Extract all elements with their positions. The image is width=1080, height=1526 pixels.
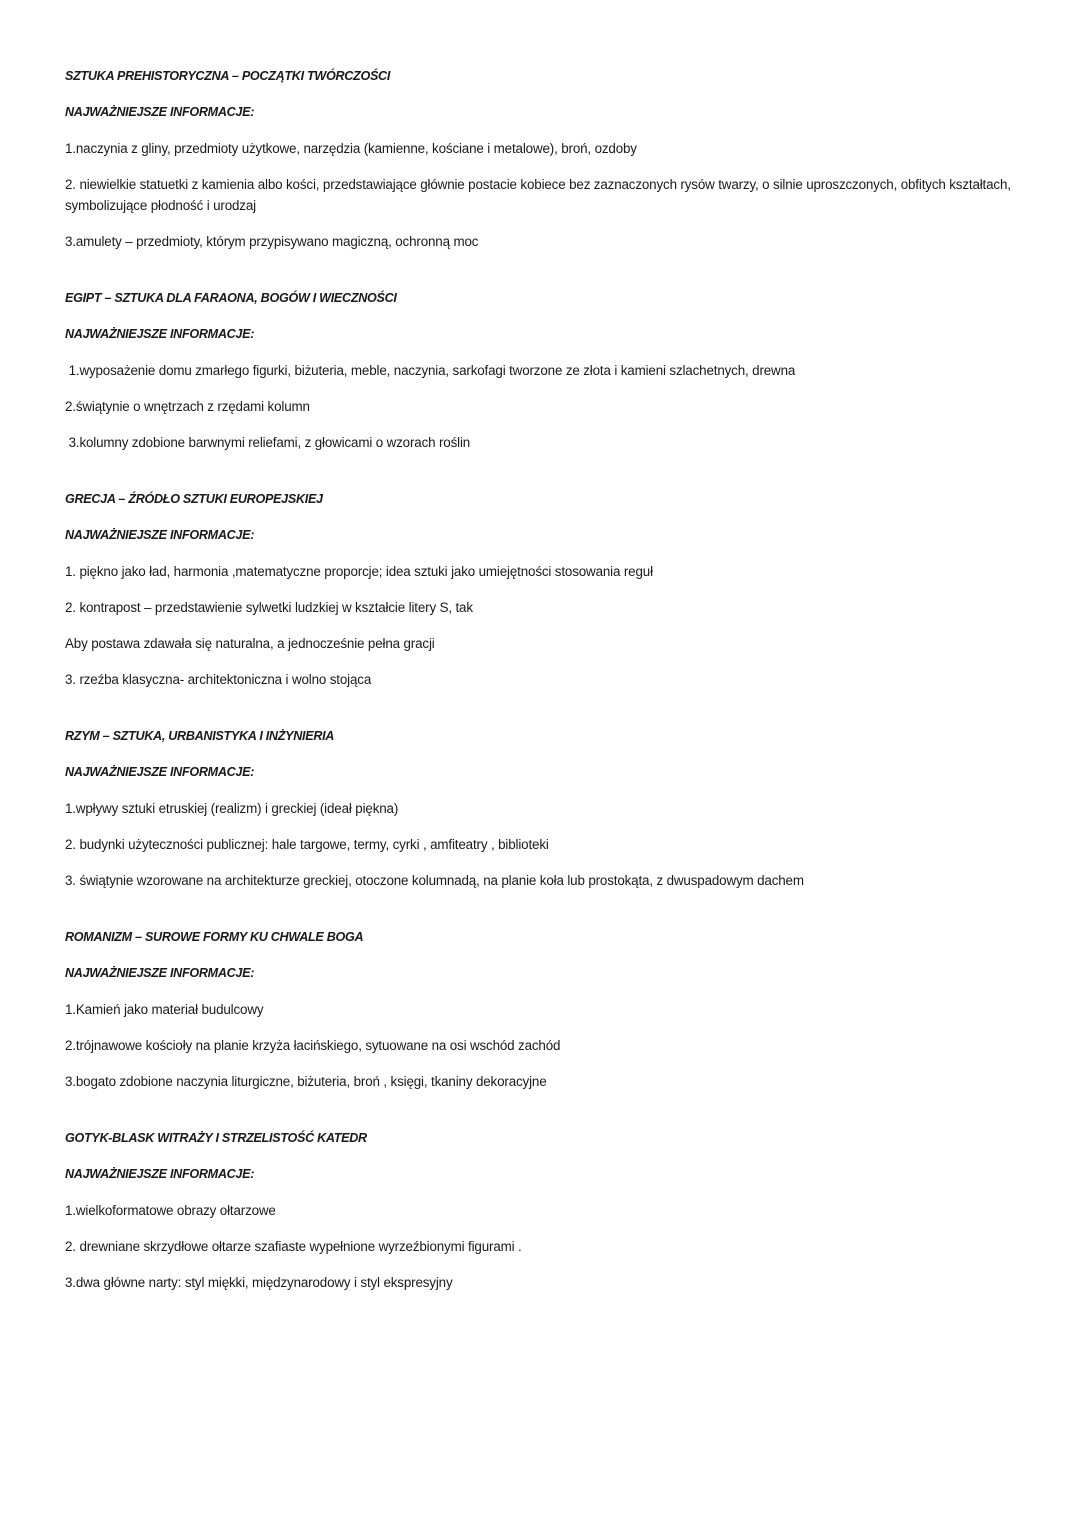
list-item: 2.trójnawowe kościoły na planie krzyża łacińskiego, sytuowane na osi wschód zachód bbox=[65, 1038, 561, 1053]
section bbox=[65, 1128, 1025, 1293]
list-item: 3.bogato zdobione naczynia liturgiczne, biżuteria, broń , księgi, tkaniny dekoracyjne bbox=[65, 1074, 547, 1089]
list-item: 2.świątynie o wnętrzach z rzędami kolumn bbox=[65, 399, 310, 414]
section-title: GOTYK-BLASK WITRAŻY I STRZELISTOŚĆ KATEDR bbox=[65, 1131, 367, 1145]
list-item: 2. budynki użyteczności publicznej: hale targowe, termy, cyrki , amfiteatry , biblioteki bbox=[65, 837, 549, 852]
section-title: RZYM – SZTUKA, URBANISTYKA I INŻYNIERIA bbox=[65, 729, 335, 743]
section bbox=[65, 489, 1025, 690]
list-item: 1.naczynia z gliny, przedmioty użytkowe, narzędzia (kamienne, kościane i metalowe), broń, ozdoby bbox=[65, 141, 637, 156]
section-subtitle: NAJWAŻNIEJSZE INFORMACJE: bbox=[65, 327, 255, 341]
list-item: 2. kontrapost – przedstawienie sylwetki ludzkiej w kształcie litery S, tak bbox=[65, 600, 473, 615]
section-subtitle: NAJWAŻNIEJSZE INFORMACJE: bbox=[65, 528, 255, 542]
section bbox=[65, 927, 1025, 1092]
list-item: 1.Kamień jako materiał budulcowy bbox=[65, 1002, 264, 1017]
section bbox=[65, 66, 1025, 252]
list-item: 3.kolumny zdobione barwnymi reliefami, z głowicami o wzorach roślin bbox=[65, 435, 471, 450]
section-subtitle: NAJWAŻNIEJSZE INFORMACJE: bbox=[65, 1167, 255, 1181]
list-item: 3. rzeźba klasyczna- architektoniczna i wolno stojąca bbox=[65, 672, 372, 687]
section bbox=[65, 288, 1025, 453]
list-item: 1.wyposażenie domu zmarłego figurki, biżuteria, meble, naczynia, sarkofagi tworzone ze złota i kamieni szlachetnych, drewna bbox=[65, 363, 796, 378]
document-page bbox=[65, 66, 1025, 1329]
section-title: ROMANIZM – SUROWE FORMY KU CHWALE BOGA bbox=[65, 930, 364, 944]
section-subtitle: NAJWAŻNIEJSZE INFORMACJE: bbox=[65, 765, 255, 779]
list-item: 3.amulety – przedmioty, którym przypisywano magiczną, ochronną moc bbox=[65, 234, 479, 249]
list-item: 3. świątynie wzorowane na architekturze greckiej, otoczone kolumnadą, na planie koła lub prostokąta, z dwuspadowym dachem bbox=[65, 873, 804, 888]
section-title: SZTUKA PREHISTORYCZNA – POCZĄTKI TWÓRCZOŚCI bbox=[65, 69, 391, 83]
section-title: GRECJA – ŹRÓDŁO SZTUKI EUROPEJSKIEJ bbox=[65, 492, 323, 506]
list-item: Aby postawa zdawała się naturalna, a jednocześnie pełna gracji bbox=[65, 636, 435, 651]
list-item: 1.wielkoformatowe obrazy ołtarzowe bbox=[65, 1203, 276, 1218]
list-item: 2. drewniane skrzydłowe ołtarze szafiaste wypełnione wyrzeźbionymi figurami . bbox=[65, 1239, 522, 1254]
section bbox=[65, 726, 1025, 891]
list-item: 3.dwa główne narty: styl miękki, międzynarodowy i styl ekspresyjny bbox=[65, 1275, 453, 1290]
list-item: 1.wpływy sztuki etruskiej (realizm) i greckiej (ideał piękna) bbox=[65, 801, 399, 816]
section-subtitle: NAJWAŻNIEJSZE INFORMACJE: bbox=[65, 105, 255, 119]
section-subtitle: NAJWAŻNIEJSZE INFORMACJE: bbox=[65, 966, 255, 980]
list-item: 2. niewielkie statuetki z kamienia albo kości, przedstawiające głównie postacie kobiece bez zaznaczonych rysów twarzy, o silnie uproszczonych, obfitych kształtach, symbolizujące płodność i urodzaj bbox=[65, 177, 1015, 213]
section-title: EGIPT – SZTUKA DLA FARAONA, BOGÓW I WIECZNOŚCI bbox=[65, 291, 397, 305]
list-item: 1. piękno jako ład, harmonia ,matematyczne proporcje; idea sztuki jako umiejętności stosowania reguł bbox=[65, 564, 653, 579]
